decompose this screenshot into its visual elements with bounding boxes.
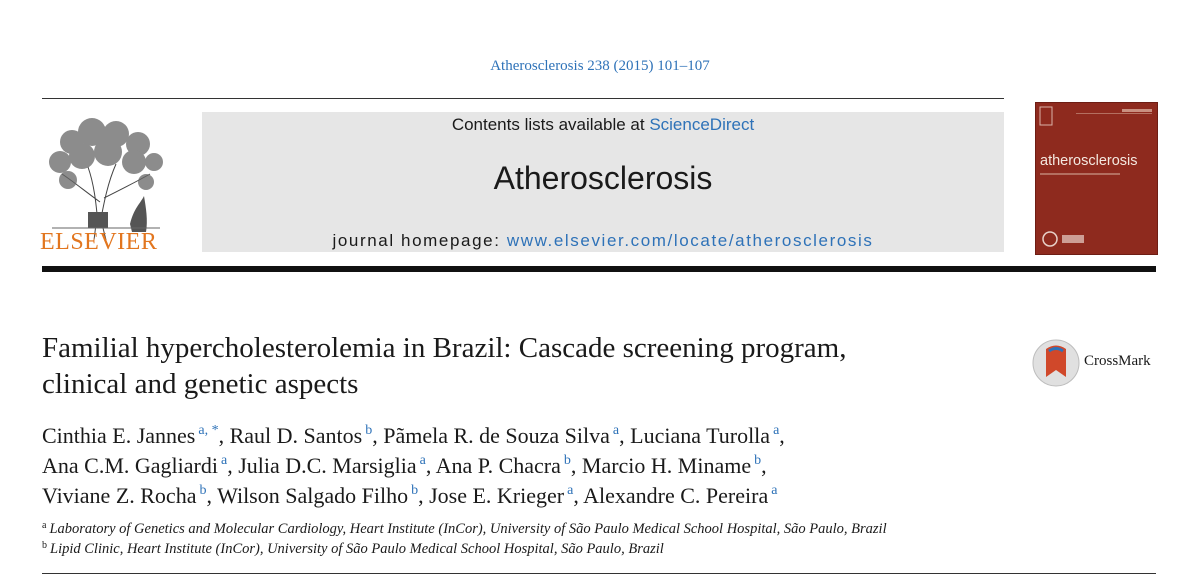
author-name[interactable]: Alexandre C. Pereira: [583, 483, 769, 508]
title-line-1: Familial hypercholesterolemia in Brazil: Cascade screening program,: [42, 332, 847, 364]
author-separator: ,: [372, 423, 384, 448]
author-separator: ,: [570, 453, 582, 478]
author-name[interactable]: Pãmela R. de Souza Silva: [383, 423, 610, 448]
affiliation-mark: b: [42, 540, 47, 551]
author-separator: ,: [573, 483, 584, 508]
journal-banner: [202, 112, 1004, 252]
author-separator: ,: [206, 483, 218, 508]
author-affiliation-mark[interactable]: b: [199, 483, 207, 498]
sciencedirect-link[interactable]: ScienceDirect: [649, 115, 755, 134]
author-line: [42, 451, 1042, 481]
author-affiliation-mark[interactable]: b: [365, 423, 373, 438]
bottom-divider: [42, 573, 1156, 574]
author-separator: ,: [761, 453, 767, 478]
author-name[interactable]: Jose E. Krieger: [429, 483, 565, 508]
contents-availability: [202, 115, 1004, 135]
author-separator: ,: [779, 423, 785, 448]
author-separator: ,: [619, 423, 631, 448]
header-thick-divider: [42, 266, 1156, 272]
author-separator: ,: [218, 423, 230, 448]
affiliation-text: Lipid Clinic, Heart Institute (InCor), University of São Paulo Medical School Hospital, São Paulo, Brazil: [50, 541, 664, 557]
affiliation-text: Laboratory of Genetics and Molecular Cardiology, Heart Institute (InCor), University of São Paulo Medical School Hospital, São Paulo, Brazil: [49, 521, 887, 537]
author-name[interactable]: Wilson Salgado Filho: [217, 483, 409, 508]
author-affiliation-mark[interactable]: a, *: [198, 423, 219, 438]
author-affiliation-mark[interactable]: b: [563, 453, 571, 468]
author-separator: ,: [227, 453, 239, 478]
author-affiliation-mark[interactable]: a: [567, 483, 574, 498]
author-affiliation-mark[interactable]: a: [220, 453, 228, 468]
journal-title: Atherosclerosis: [493, 160, 713, 196]
author-affiliation-mark[interactable]: b: [754, 453, 762, 468]
author-name[interactable]: Ana P. Chacra: [435, 453, 561, 478]
author-line: [42, 481, 1042, 511]
author-name[interactable]: Luciana Turolla: [630, 423, 771, 448]
author-name[interactable]: Cinthia E. Jannes: [42, 423, 196, 448]
elsevier-wordmark: ELSEVIER: [40, 229, 158, 255]
affiliation-item: [42, 519, 1162, 539]
affiliation-mark: a: [42, 520, 47, 531]
author-affiliation-mark[interactable]: a: [419, 453, 426, 468]
journal-cover-thumbnail[interactable]: [1035, 102, 1158, 255]
cover-title: atherosclerosis: [1040, 153, 1138, 169]
crossmark-label[interactable]: CrossMark: [1084, 353, 1151, 369]
journal-citation-link[interactable]: Atherosclerosis 238 (2015) 101–107: [490, 58, 710, 74]
author-name[interactable]: Raul D. Santos: [229, 423, 363, 448]
author-separator: ,: [425, 453, 436, 478]
author-line: [42, 421, 1042, 451]
author-name[interactable]: Ana C.M. Gagliardi: [42, 453, 218, 478]
title-line-2: clinical and genetic aspects: [42, 368, 359, 400]
author-name[interactable]: Julia D.C. Marsiglia: [238, 453, 417, 478]
author-affiliation-mark[interactable]: b: [411, 483, 419, 498]
author-name[interactable]: Viviane Z. Rocha: [42, 483, 197, 508]
author-affiliation-mark[interactable]: a: [773, 423, 780, 438]
journal-homepage: [202, 231, 1004, 251]
author-name[interactable]: Marcio H. Miname: [581, 453, 752, 478]
contents-prefix: Contents lists available at: [451, 115, 650, 134]
homepage-link[interactable]: www.elsevier.com/locate/atherosclerosis: [506, 231, 874, 250]
cover-artwork: [1036, 103, 1157, 254]
homepage-prefix: journal homepage:: [332, 231, 507, 250]
affiliation-list: [42, 519, 1162, 559]
author-affiliation-mark[interactable]: a: [771, 483, 778, 498]
author-list: [42, 421, 1042, 511]
author-affiliation-mark[interactable]: a: [612, 423, 620, 438]
affiliation-item: [42, 539, 1162, 559]
author-separator: ,: [418, 483, 430, 508]
article-title: [42, 330, 1002, 402]
header-divider: [42, 98, 1004, 99]
